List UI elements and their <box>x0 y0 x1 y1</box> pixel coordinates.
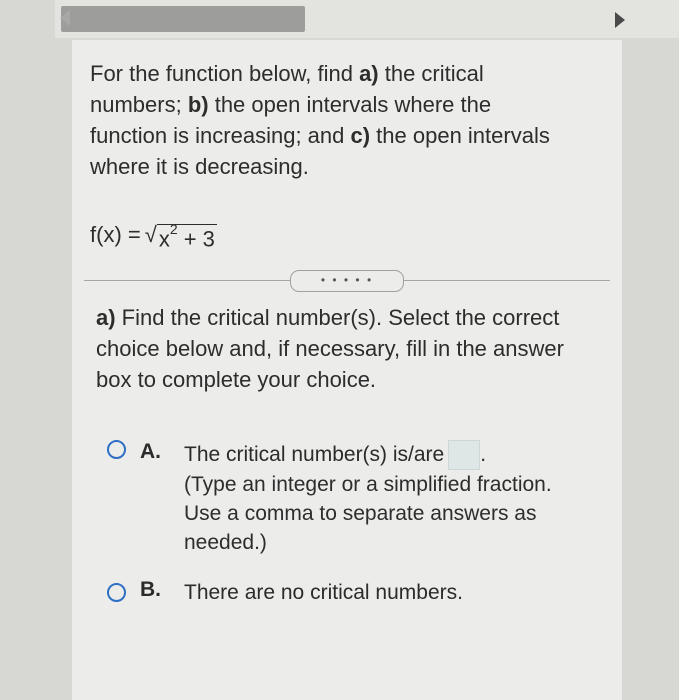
top-navigation-bar <box>55 0 679 38</box>
choice-a-radio[interactable] <box>107 440 126 459</box>
next-arrow-icon[interactable] <box>615 12 625 28</box>
answer-box[interactable] <box>448 440 480 470</box>
function-lhs: f(x) = <box>90 222 141 247</box>
radicand <box>157 221 217 252</box>
question-intro-4: the open intervals where it is decreasing. <box>90 123 550 179</box>
choice-b-text: There are no critical numbers. <box>184 581 463 604</box>
part-c-label: c) <box>350 123 371 148</box>
question-intro: For the function below, find <box>90 61 360 86</box>
radicand-base: x <box>158 226 170 252</box>
choice-a-letter: A. <box>140 440 161 463</box>
choice-a-hint: (Type an integer or a simplified fraction. Use a comma to separate answers as needed.) <box>184 473 552 555</box>
part-a-prompt <box>96 302 586 395</box>
choice-a-label: The critical number(s) is/are <box>184 443 445 466</box>
choice-b-letter: B. <box>140 578 161 601</box>
part-a-prompt-label: a) <box>96 305 116 330</box>
question-intro-3: the open intervals where the function is increasing; and <box>90 92 492 148</box>
previous-arrow-icon[interactable] <box>60 10 70 26</box>
part-a-label: a) <box>359 61 379 86</box>
function-expression <box>90 222 217 252</box>
choice-a-period: . <box>480 443 487 466</box>
sqrt-icon: √ <box>144 222 157 247</box>
part-b-label: b) <box>187 92 209 117</box>
choice-a-text <box>184 440 564 557</box>
progress-bar <box>61 6 305 32</box>
part-a-prompt-text: Find the critical number(s). Select the correct choice below and, if necessary, fill in the answer box to complete your choice. <box>96 305 564 392</box>
question-intro-2: the critical numbers; <box>90 61 484 117</box>
radicand-rest: + 3 <box>177 226 215 252</box>
question-text <box>90 58 570 182</box>
exponent: 2 <box>169 221 178 237</box>
expand-button[interactable]: • • • • • <box>290 270 404 292</box>
choice-b-radio[interactable] <box>107 583 126 602</box>
